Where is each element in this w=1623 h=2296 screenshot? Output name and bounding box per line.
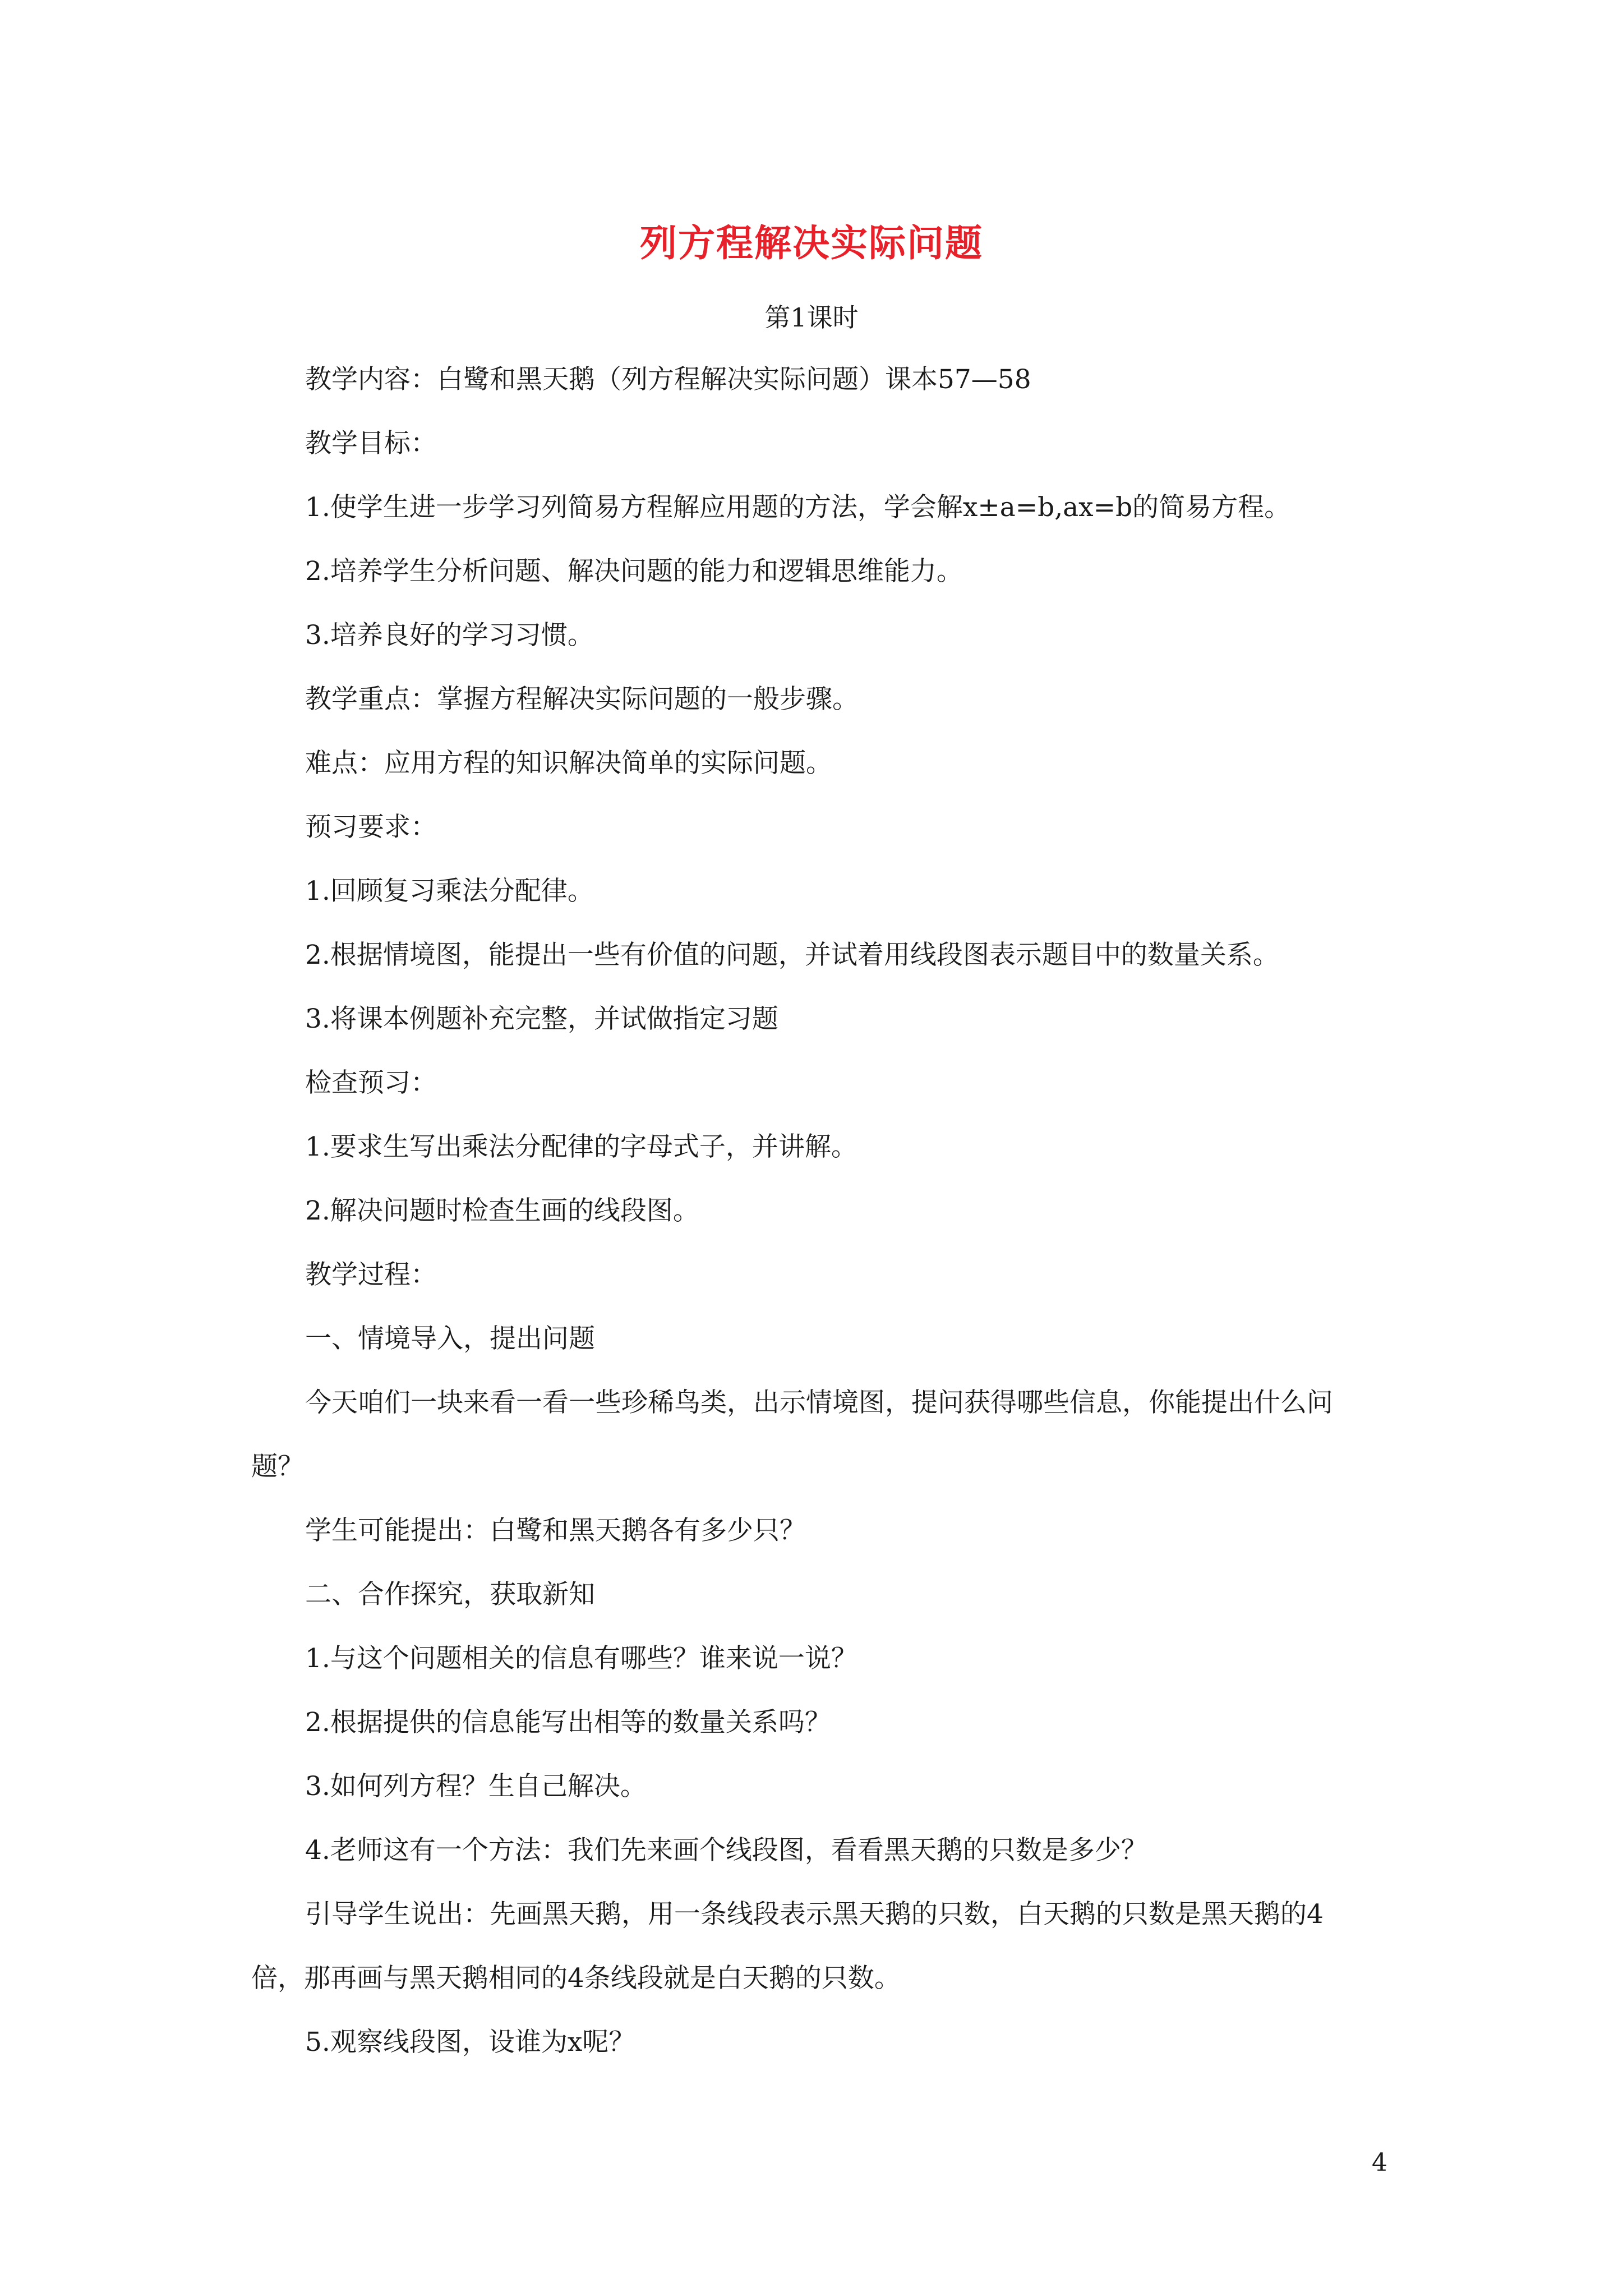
paragraph: 教学目标： [305,428,437,459]
page-number: 4 [1372,2148,1387,2177]
document-title: 列方程解决实际问题 [640,222,983,265]
paragraph: 4.老师这有一个方法：我们先来画个线段图，看看黑天鹅的只数是多少？ [305,1835,1147,1866]
paragraph: 3.将课本例题补充完整，并试做指定习题 [305,1004,778,1034]
paragraph: 难点：应用方程的知识解决简单的实际问题。 [305,748,832,779]
paragraph: 教学重点：掌握方程解决实际问题的一般步骤。 [305,684,859,715]
paragraph: 2.培养学生分析问题、解决问题的能力和逻辑思维能力。 [305,556,963,587]
paragraph: 2.根据情境图，能提出一些有价值的问题，并试着用线段图表示题目中的数量关系。 [305,940,1279,970]
paragraph: 引导学生说出：先画黑天鹅，用一条线段表示黑天鹅的只数，白天鹅的只数是黑天鹅的4倍，那再画与黑天鹅相同的4条线段就是白天鹅的只数。 [251,1899,1324,1994]
paragraph: 预习要求： [305,812,437,843]
paragraph: 教学内容：白鹭和黑天鹅（列方程解决实际问题）课本57—58 [305,364,1031,395]
paragraph: 5.观察线段图，设谁为x呢？ [305,2027,635,2058]
paragraph: 1.与这个问题相关的信息有哪些？谁来说一说？ [305,1643,857,1674]
paragraph: 学生可能提出：白鹭和黑天鹅各有多少只？ [305,1515,806,1546]
paragraph: 二、合作探究，获取新知 [305,1579,595,1610]
document-body [251,348,1373,2074]
paragraph: 2.解决问题时检查生画的线段图。 [305,1195,699,1226]
lesson-subtitle: 第1课时 [764,302,859,333]
paragraph: 1.回顾复习乘法分配律。 [305,876,594,907]
paragraph: 3.如何列方程？生自己解决。 [305,1771,647,1802]
paragraph: 今天咱们一块来看一看一些珍稀鸟类，出示情境图，提问获得哪些信息，你能提出什么问题？ [251,1387,1333,1482]
paragraph: 3.培养良好的学习习惯。 [305,620,594,651]
paragraph: 检查预习： [305,1068,437,1098]
paragraph: 1.要求生写出乘法分配律的字母式子，并讲解。 [305,1131,857,1162]
paragraph: 教学过程： [305,1259,437,1290]
paragraph: 2.根据提供的信息能写出相等的数量关系吗？ [305,1707,831,1738]
paragraph: 一、情境导入，提出问题 [305,1323,595,1354]
paragraph: 1.使学生进一步学习列简易方程解应用题的方法，学会解x±a=b,ax=b的简易方程。 [305,492,1291,523]
